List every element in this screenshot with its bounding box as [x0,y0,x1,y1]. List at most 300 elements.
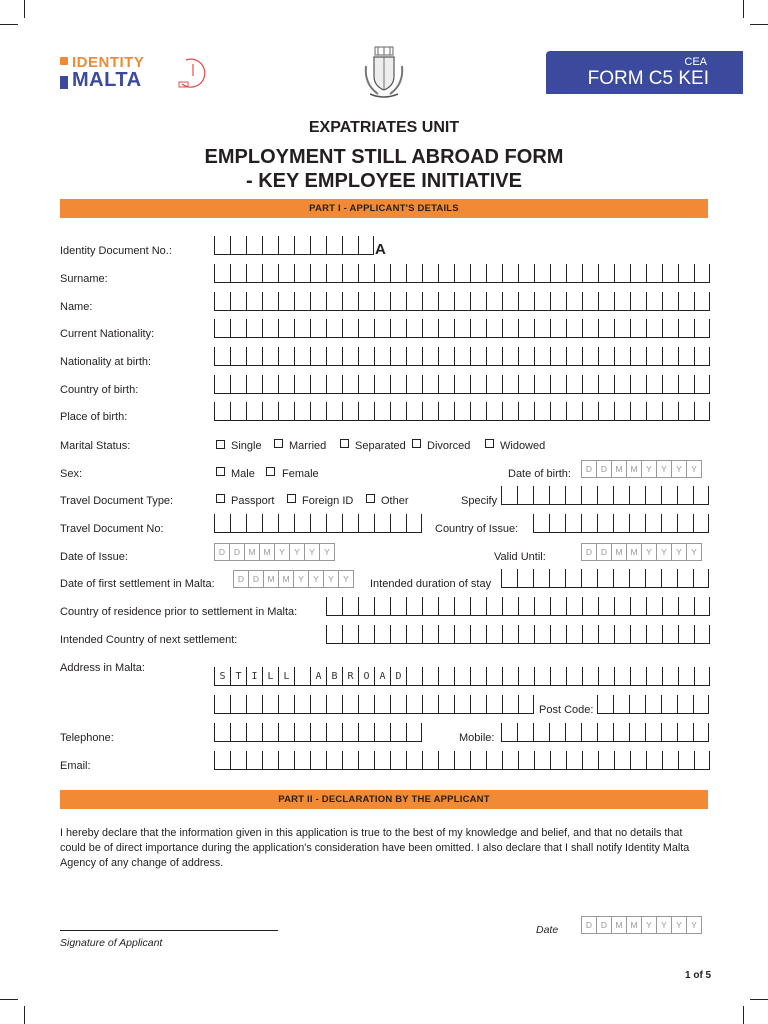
next-settlement-boxes-cell[interactable] [470,625,486,644]
surname-boxes-cell[interactable] [230,264,246,283]
place-birth-boxes-cell[interactable] [230,402,246,421]
checkbox-single[interactable] [216,440,225,449]
post-code-boxes-cell[interactable] [645,695,661,714]
mobile-boxes-cell[interactable] [597,723,613,742]
next-settlement-boxes-cell[interactable] [614,625,630,644]
country-issue-boxes-cell[interactable] [565,514,581,533]
specify-boxes-cell[interactable] [597,486,613,505]
country-birth-boxes-cell[interactable] [534,375,550,394]
surname-boxes-cell[interactable] [598,264,614,283]
nationality-birth-boxes-cell[interactable] [390,347,406,366]
email-boxes-cell[interactable] [694,751,710,770]
first-settlement-date-cell[interactable]: M [278,570,294,588]
address-line1-boxes-cell[interactable] [646,667,662,686]
address-line2-boxes-cell[interactable] [454,695,470,714]
first-settlement-date-cell[interactable]: Y [323,570,339,588]
email-boxes-cell[interactable] [342,751,358,770]
mobile-boxes-cell[interactable] [645,723,661,742]
email-boxes-cell[interactable] [454,751,470,770]
id-doc-boxes-cell[interactable] [358,236,374,255]
name-boxes-cell[interactable] [422,292,438,311]
address-line2-boxes-cell[interactable] [278,695,294,714]
current-nationality-boxes-cell[interactable] [358,319,374,338]
nationality-birth-boxes-cell[interactable] [582,347,598,366]
telephone-boxes[interactable] [214,723,422,743]
place-birth-boxes-cell[interactable] [678,402,694,421]
surname-boxes-cell[interactable] [262,264,278,283]
address-line1-boxes-cell[interactable] [406,667,422,686]
country-birth-boxes-cell[interactable] [422,375,438,394]
address-line2-boxes-cell[interactable] [390,695,406,714]
prior-residence-boxes-cell[interactable] [614,597,630,616]
next-settlement-boxes-cell[interactable] [582,625,598,644]
specify-boxes[interactable] [501,486,709,506]
email-boxes-cell[interactable] [326,751,342,770]
current-nationality-boxes-cell[interactable] [262,319,278,338]
current-nationality-boxes-cell[interactable] [342,319,358,338]
nationality-birth-boxes-cell[interactable] [230,347,246,366]
country-birth-boxes-cell[interactable] [582,375,598,394]
telephone-boxes-cell[interactable] [262,723,278,742]
name-boxes-cell[interactable] [534,292,550,311]
country-issue-boxes[interactable] [533,514,709,534]
name-boxes-cell[interactable] [246,292,262,311]
intended-duration-boxes-cell[interactable] [629,569,645,588]
email-boxes-cell[interactable] [630,751,646,770]
nationality-birth-boxes-cell[interactable] [310,347,326,366]
current-nationality-boxes-cell[interactable] [502,319,518,338]
telephone-boxes-cell[interactable] [358,723,374,742]
telephone-boxes-cell[interactable] [246,723,262,742]
checkbox-separated[interactable] [340,439,349,448]
country-birth-boxes-cell[interactable] [550,375,566,394]
date-issue-date-cell[interactable]: D [229,543,245,561]
id-doc-boxes-cell[interactable] [230,236,246,255]
prior-residence-boxes-cell[interactable] [678,597,694,616]
email-boxes-cell[interactable] [310,751,326,770]
nationality-birth-boxes-cell[interactable] [694,347,710,366]
name-boxes-cell[interactable] [566,292,582,311]
date-issue-date-cell[interactable]: Y [289,543,305,561]
surname-boxes[interactable] [214,264,710,284]
email-boxes-cell[interactable] [438,751,454,770]
address-line2-boxes-cell[interactable] [438,695,454,714]
place-birth-boxes-cell[interactable] [262,402,278,421]
place-birth-boxes[interactable] [214,402,710,422]
name-boxes-cell[interactable] [262,292,278,311]
valid-until-date[interactable] [581,543,701,561]
surname-boxes-cell[interactable] [518,264,534,283]
surname-boxes-cell[interactable] [246,264,262,283]
email-boxes-cell[interactable] [582,751,598,770]
surname-boxes-cell[interactable] [454,264,470,283]
name-boxes-cell[interactable] [486,292,502,311]
first-settlement-date-cell[interactable]: Y [293,570,309,588]
place-birth-boxes-cell[interactable] [470,402,486,421]
current-nationality-boxes-cell[interactable] [438,319,454,338]
checkbox-divorced[interactable] [412,439,421,448]
country-issue-boxes-cell[interactable] [549,514,565,533]
country-birth-boxes-cell[interactable] [278,375,294,394]
address-line1-boxes-cell[interactable] [582,667,598,686]
country-birth-boxes-cell[interactable] [646,375,662,394]
current-nationality-boxes-cell[interactable] [582,319,598,338]
prior-residence-boxes-cell[interactable] [326,597,342,616]
next-settlement-boxes[interactable] [326,625,710,645]
telephone-boxes-cell[interactable] [374,723,390,742]
surname-boxes-cell[interactable] [390,264,406,283]
id-doc-boxes-cell[interactable] [326,236,342,255]
current-nationality-boxes-cell[interactable] [550,319,566,338]
address-line1-boxes-cell[interactable] [598,667,614,686]
place-birth-boxes-cell[interactable] [214,402,230,421]
nationality-birth-boxes-cell[interactable] [454,347,470,366]
email-boxes-cell[interactable] [422,751,438,770]
telephone-boxes-cell[interactable] [406,723,422,742]
country-birth-boxes[interactable] [214,375,710,395]
country-birth-boxes-cell[interactable] [294,375,310,394]
current-nationality-boxes-cell[interactable] [646,319,662,338]
country-issue-boxes-cell[interactable] [645,514,661,533]
travel-no-boxes-cell[interactable] [310,514,326,533]
surname-boxes-cell[interactable] [486,264,502,283]
surname-boxes-cell[interactable] [326,264,342,283]
country-birth-boxes-cell[interactable] [310,375,326,394]
prior-residence-boxes-cell[interactable] [470,597,486,616]
address-line1-boxes-cell[interactable] [566,667,582,686]
travel-no-boxes-cell[interactable] [262,514,278,533]
nationality-birth-boxes-cell[interactable] [662,347,678,366]
mobile-boxes[interactable] [501,723,709,743]
dob-date-cell[interactable]: Y [686,460,702,478]
prior-residence-boxes-cell[interactable] [374,597,390,616]
dob-date-cell[interactable]: M [626,460,642,478]
current-nationality-boxes-cell[interactable] [678,319,694,338]
specify-boxes-cell[interactable] [517,486,533,505]
travel-no-boxes-cell[interactable] [294,514,310,533]
next-settlement-boxes-cell[interactable] [646,625,662,644]
surname-boxes-cell[interactable] [406,264,422,283]
next-settlement-boxes-cell[interactable] [390,625,406,644]
address-line1-boxes-cell[interactable] [454,667,470,686]
next-settlement-boxes-cell[interactable] [662,625,678,644]
address-line1-boxes-cell[interactable]: L [278,667,294,686]
prior-residence-boxes-cell[interactable] [662,597,678,616]
valid-until-date-cell[interactable]: D [596,543,612,561]
intended-duration-boxes-cell[interactable] [549,569,565,588]
valid-until-date-cell[interactable]: Y [671,543,687,561]
specify-boxes-cell[interactable] [501,486,517,505]
next-settlement-boxes-cell[interactable] [342,625,358,644]
intended-duration-boxes-cell[interactable] [517,569,533,588]
address-line1-boxes-cell[interactable]: L [262,667,278,686]
checkbox-foreign-id[interactable] [287,494,296,503]
current-nationality-boxes-cell[interactable] [518,319,534,338]
prior-residence-boxes-cell[interactable] [502,597,518,616]
surname-boxes-cell[interactable] [502,264,518,283]
date-issue-date-cell[interactable]: Y [304,543,320,561]
nationality-birth-boxes-cell[interactable] [550,347,566,366]
prior-residence-boxes-cell[interactable] [486,597,502,616]
place-birth-boxes-cell[interactable] [630,402,646,421]
address-line2-boxes-cell[interactable] [326,695,342,714]
nationality-birth-boxes-cell[interactable] [518,347,534,366]
address-line1-boxes-cell[interactable]: I [246,667,262,686]
prior-residence-boxes-cell[interactable] [358,597,374,616]
dob-date-cell[interactable]: M [611,460,627,478]
name-boxes-cell[interactable] [614,292,630,311]
valid-until-date-cell[interactable]: D [581,543,597,561]
id-doc-boxes-cell[interactable] [310,236,326,255]
country-issue-boxes-cell[interactable] [533,514,549,533]
travel-no-boxes-cell[interactable] [278,514,294,533]
address-line2-boxes-cell[interactable] [262,695,278,714]
country-birth-boxes-cell[interactable] [358,375,374,394]
nationality-birth-boxes-cell[interactable] [598,347,614,366]
nationality-birth-boxes-cell[interactable] [214,347,230,366]
nationality-birth-boxes-cell[interactable] [422,347,438,366]
next-settlement-boxes-cell[interactable] [678,625,694,644]
next-settlement-boxes-cell[interactable] [518,625,534,644]
country-birth-boxes-cell[interactable] [502,375,518,394]
surname-boxes-cell[interactable] [630,264,646,283]
next-settlement-boxes-cell[interactable] [550,625,566,644]
intended-duration-boxes-cell[interactable] [597,569,613,588]
address-line1-boxes-cell[interactable] [438,667,454,686]
prior-residence-boxes-cell[interactable] [582,597,598,616]
address-line1-boxes-cell[interactable] [694,667,710,686]
place-birth-boxes-cell[interactable] [454,402,470,421]
current-nationality-boxes-cell[interactable] [694,319,710,338]
post-code-boxes-cell[interactable] [677,695,693,714]
current-nationality-boxes-cell[interactable] [614,319,630,338]
id-doc-boxes[interactable] [214,236,374,256]
current-nationality-boxes-cell[interactable] [374,319,390,338]
address-line2-boxes-cell[interactable] [470,695,486,714]
email-boxes-cell[interactable] [534,751,550,770]
first-settlement-date-cell[interactable]: Y [338,570,354,588]
post-code-boxes-cell[interactable] [597,695,613,714]
post-code-boxes-cell[interactable] [693,695,709,714]
telephone-boxes-cell[interactable] [294,723,310,742]
nationality-birth-boxes-cell[interactable] [246,347,262,366]
country-birth-boxes-cell[interactable] [214,375,230,394]
surname-boxes-cell[interactable] [470,264,486,283]
country-birth-boxes-cell[interactable] [230,375,246,394]
nationality-birth-boxes-cell[interactable] [278,347,294,366]
place-birth-boxes-cell[interactable] [278,402,294,421]
prior-residence-boxes-cell[interactable] [566,597,582,616]
address-line2-boxes-cell[interactable] [486,695,502,714]
surname-boxes-cell[interactable] [534,264,550,283]
telephone-boxes-cell[interactable] [326,723,342,742]
address-line1-boxes-cell[interactable] [294,667,310,686]
declaration-date[interactable] [581,916,701,934]
post-code-boxes[interactable] [597,695,709,715]
next-settlement-boxes-cell[interactable] [694,625,710,644]
specify-boxes-cell[interactable] [565,486,581,505]
next-settlement-boxes-cell[interactable] [454,625,470,644]
place-birth-boxes-cell[interactable] [550,402,566,421]
travel-no-boxes-cell[interactable] [342,514,358,533]
country-birth-boxes-cell[interactable] [406,375,422,394]
country-birth-boxes-cell[interactable] [614,375,630,394]
address-line1-boxes-cell[interactable] [486,667,502,686]
surname-boxes-cell[interactable] [294,264,310,283]
nationality-birth-boxes-cell[interactable] [566,347,582,366]
surname-boxes-cell[interactable] [422,264,438,283]
surname-boxes-cell[interactable] [614,264,630,283]
prior-residence-boxes-cell[interactable] [342,597,358,616]
country-issue-boxes-cell[interactable] [677,514,693,533]
address-line1-boxes-cell[interactable]: T [230,667,246,686]
address-line1-boxes-cell[interactable] [518,667,534,686]
address-line2-boxes-cell[interactable] [246,695,262,714]
specify-boxes-cell[interactable] [613,486,629,505]
address-line1-boxes-cell[interactable]: O [358,667,374,686]
surname-boxes-cell[interactable] [438,264,454,283]
email-boxes-cell[interactable] [662,751,678,770]
first-settlement-date-cell[interactable]: M [263,570,279,588]
address-line2-boxes[interactable] [214,695,534,715]
email-boxes-cell[interactable] [374,751,390,770]
surname-boxes-cell[interactable] [342,264,358,283]
country-birth-boxes-cell[interactable] [470,375,486,394]
post-code-boxes-cell[interactable] [629,695,645,714]
post-code-boxes-cell[interactable] [661,695,677,714]
email-boxes-cell[interactable] [214,751,230,770]
country-issue-boxes-cell[interactable] [693,514,709,533]
surname-boxes-cell[interactable] [214,264,230,283]
name-boxes-cell[interactable] [294,292,310,311]
next-settlement-boxes-cell[interactable] [598,625,614,644]
intended-duration-boxes-cell[interactable] [501,569,517,588]
current-nationality-boxes-cell[interactable] [230,319,246,338]
intended-duration-boxes[interactable] [501,569,709,589]
nationality-birth-boxes-cell[interactable] [534,347,550,366]
current-nationality-boxes-cell[interactable] [390,319,406,338]
name-boxes-cell[interactable] [646,292,662,311]
id-doc-boxes-cell[interactable] [214,236,230,255]
current-nationality-boxes-cell[interactable] [422,319,438,338]
declaration-date-cell[interactable]: Y [656,916,672,934]
checkbox-married[interactable] [274,439,283,448]
place-birth-boxes-cell[interactable] [518,402,534,421]
date-issue-date-cell[interactable]: Y [274,543,290,561]
intended-duration-boxes-cell[interactable] [613,569,629,588]
address-line1-boxes-cell[interactable] [662,667,678,686]
first-settlement-date-cell[interactable]: Y [308,570,324,588]
address-line1-boxes-cell[interactable]: A [374,667,390,686]
checkbox-male[interactable] [216,467,225,476]
nationality-birth-boxes-cell[interactable] [470,347,486,366]
country-issue-boxes-cell[interactable] [597,514,613,533]
specify-boxes-cell[interactable] [549,486,565,505]
nationality-birth-boxes[interactable] [214,347,710,367]
current-nationality-boxes[interactable] [214,319,710,339]
current-nationality-boxes-cell[interactable] [598,319,614,338]
checkbox-other[interactable] [366,494,375,503]
prior-residence-boxes-cell[interactable] [422,597,438,616]
declaration-date-cell[interactable]: Y [641,916,657,934]
next-settlement-boxes-cell[interactable] [502,625,518,644]
current-nationality-boxes-cell[interactable] [630,319,646,338]
address-line2-boxes-cell[interactable] [230,695,246,714]
current-nationality-boxes-cell[interactable] [454,319,470,338]
declaration-date-cell[interactable]: M [626,916,642,934]
country-birth-boxes-cell[interactable] [342,375,358,394]
name-boxes-cell[interactable] [518,292,534,311]
id-doc-boxes-cell[interactable] [278,236,294,255]
address-line1-boxes-cell[interactable] [470,667,486,686]
valid-until-date-cell[interactable]: M [611,543,627,561]
dob-date-cell[interactable]: Y [671,460,687,478]
name-boxes-cell[interactable] [662,292,678,311]
intended-duration-boxes-cell[interactable] [581,569,597,588]
id-doc-boxes-cell[interactable] [342,236,358,255]
country-birth-boxes-cell[interactable] [262,375,278,394]
address-line1-boxes-cell[interactable] [678,667,694,686]
place-birth-boxes-cell[interactable] [646,402,662,421]
address-line1-boxes-cell[interactable] [550,667,566,686]
email-boxes-cell[interactable] [406,751,422,770]
valid-until-date-cell[interactable]: Y [656,543,672,561]
surname-boxes-cell[interactable] [358,264,374,283]
nationality-birth-boxes-cell[interactable] [486,347,502,366]
country-birth-boxes-cell[interactable] [326,375,342,394]
declaration-date-cell[interactable]: D [581,916,597,934]
surname-boxes-cell[interactable] [678,264,694,283]
name-boxes-cell[interactable] [358,292,374,311]
dob-date-cell[interactable]: Y [641,460,657,478]
dob-date-cell[interactable]: D [581,460,597,478]
email-boxes-cell[interactable] [358,751,374,770]
prior-residence-boxes-cell[interactable] [630,597,646,616]
name-boxes-cell[interactable] [470,292,486,311]
current-nationality-boxes-cell[interactable] [278,319,294,338]
country-birth-boxes-cell[interactable] [438,375,454,394]
travel-no-boxes-cell[interactable] [326,514,342,533]
address-line2-boxes-cell[interactable] [518,695,534,714]
mobile-boxes-cell[interactable] [517,723,533,742]
place-birth-boxes-cell[interactable] [502,402,518,421]
prior-residence-boxes-cell[interactable] [646,597,662,616]
country-birth-boxes-cell[interactable] [374,375,390,394]
telephone-boxes-cell[interactable] [390,723,406,742]
place-birth-boxes-cell[interactable] [582,402,598,421]
travel-no-boxes-cell[interactable] [406,514,422,533]
next-settlement-boxes-cell[interactable] [374,625,390,644]
specify-boxes-cell[interactable] [693,486,709,505]
travel-no-boxes-cell[interactable] [246,514,262,533]
next-settlement-boxes-cell[interactable] [326,625,342,644]
place-birth-boxes-cell[interactable] [534,402,550,421]
nationality-birth-boxes-cell[interactable] [438,347,454,366]
first-settlement-date[interactable] [233,570,353,588]
nationality-birth-boxes-cell[interactable] [374,347,390,366]
email-boxes-cell[interactable] [246,751,262,770]
specify-boxes-cell[interactable] [533,486,549,505]
name-boxes-cell[interactable] [678,292,694,311]
mobile-boxes-cell[interactable] [613,723,629,742]
surname-boxes-cell[interactable] [582,264,598,283]
name-boxes-cell[interactable] [278,292,294,311]
date-issue-date[interactable] [214,543,334,561]
email-boxes-cell[interactable] [262,751,278,770]
travel-no-boxes-cell[interactable] [374,514,390,533]
date-issue-date-cell[interactable]: D [214,543,230,561]
place-birth-boxes-cell[interactable] [358,402,374,421]
